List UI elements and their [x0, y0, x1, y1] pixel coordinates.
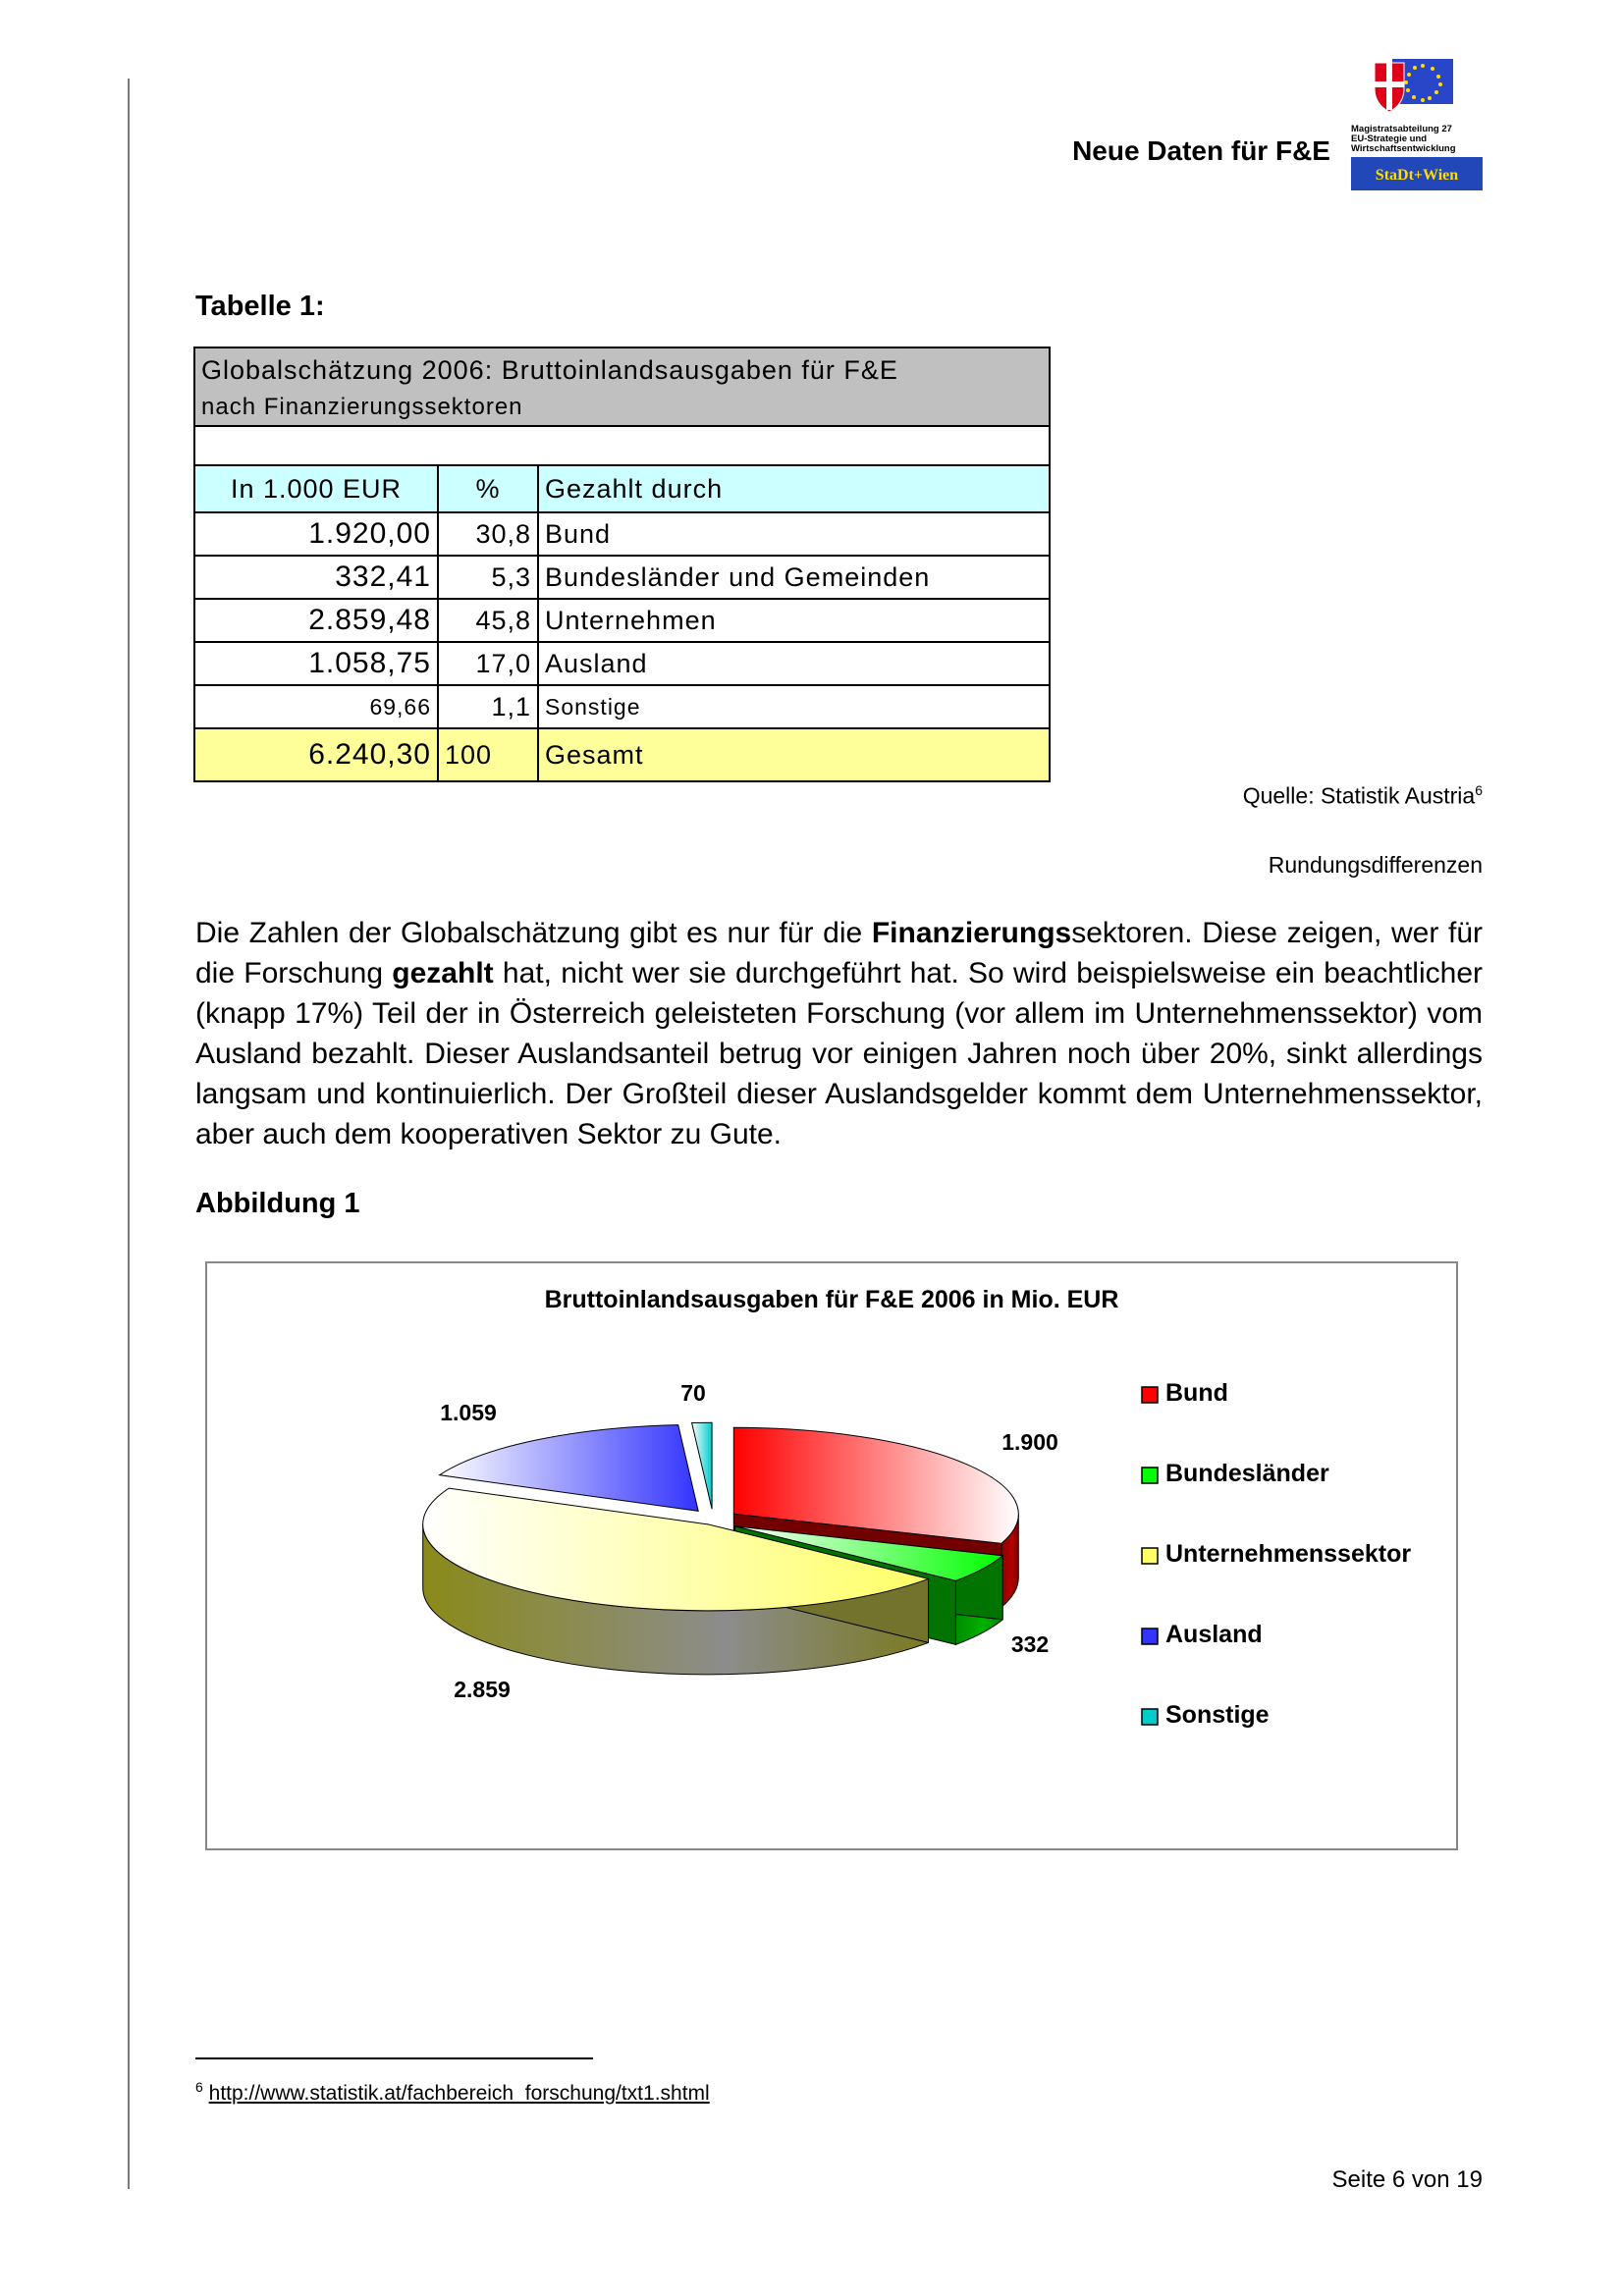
- total-percent: 100: [438, 728, 538, 781]
- chart-title: Bruttoinlandsausgaben für F&E 2006 in Mio. EUR: [544, 1286, 1119, 1313]
- figure-label: Abbildung 1: [195, 1188, 360, 1219]
- cell-percent: 45,8: [438, 599, 538, 642]
- city-label: StaDt+Wien: [1375, 167, 1459, 184]
- legend-entry: Bund: [1165, 1379, 1228, 1407]
- table-total-row: [194, 728, 1050, 781]
- cell-percent: 17,0: [438, 642, 538, 685]
- pie-data-label: 70: [680, 1380, 706, 1406]
- cell-value: 2.859,48: [194, 599, 438, 642]
- total-sector: Gesamt: [538, 728, 1050, 781]
- source-footnote-ref: 6: [1475, 782, 1483, 798]
- cell-value: 1.920,00: [194, 512, 438, 556]
- cell-sector: Unternehmen: [538, 599, 1050, 642]
- table-title: Globalschätzung 2006: Bruttoinlandsausgaben für F&E: [194, 347, 1050, 390]
- pie-data-label: 1.900: [1001, 1429, 1058, 1455]
- legend-entry: Unternehmenssektor: [1165, 1540, 1412, 1568]
- pie-data-label: 332: [1010, 1631, 1050, 1657]
- legend-swatch: [1142, 1629, 1158, 1644]
- table-row: [194, 556, 1050, 599]
- table-row: [194, 685, 1050, 728]
- table-label: Tabelle 1:: [195, 291, 325, 322]
- logo-dept-line-1: Magistratsabteilung 27: [1351, 124, 1452, 134]
- cell-percent: 1,1: [438, 685, 538, 728]
- page-number: Seite 6 von 19: [1331, 2166, 1483, 2193]
- legend-swatch: [1142, 1548, 1158, 1564]
- source-text: Quelle: Statistik Austria: [1242, 782, 1476, 809]
- legend-swatch: [1142, 1387, 1158, 1403]
- legend-entry: Sonstige: [1165, 1701, 1270, 1729]
- column-header-value: In 1.000 EUR: [194, 465, 438, 512]
- table-row: [194, 642, 1050, 685]
- source-note: [1243, 782, 1483, 810]
- table-row: [194, 599, 1050, 642]
- footnote-number: 6: [195, 2079, 203, 2095]
- paragraph-text: hat, nicht wer sie durchgeführt hat. So wird beispielsweise ein beachtlicher (knapp 17%) Teil der in Österreich geleisteten Forschung (vor allem im Unternehmenssektor) vom Ausland bezahlt. Dieser Auslandsanteil betrug vor einigen Jahren noch über 20%, sinkt allerdings langsam und kontinuierlich. Der Großteil dieser Auslandsgelder kommt dem Unternehmenssektor, aber auch dem kooperativen Sektor zu Gute.: [195, 957, 1483, 1150]
- cell-value: 69,66: [194, 685, 438, 728]
- column-header-percent: %: [438, 465, 538, 512]
- table-header-row: [194, 465, 1050, 512]
- legend-swatch: [1142, 1468, 1158, 1483]
- header-title: Neue Daten für F&E: [1072, 135, 1330, 166]
- table-subtitle-row: [194, 390, 1050, 426]
- legend-swatch: [1142, 1709, 1158, 1725]
- table-blank-row: [194, 426, 1050, 465]
- body-paragraph: [195, 913, 1483, 1154]
- logo-dept-line-2: EU-Strategie und: [1351, 133, 1428, 144]
- pie-chart-box: [205, 1261, 1458, 1850]
- footnote: [195, 2079, 710, 2106]
- pie-data-label: 2.859: [454, 1677, 511, 1702]
- rounding-note: Rundungsdifferenzen: [1268, 852, 1483, 878]
- table-row: [194, 512, 1050, 556]
- table-title-row: [194, 347, 1050, 390]
- pie-data-label: 1.059: [440, 1400, 497, 1425]
- paragraph-bold: gezahlt: [392, 957, 494, 989]
- left-margin-line: [128, 79, 130, 2189]
- cell-sector: Bund: [538, 512, 1050, 556]
- footnote-rule: [195, 2057, 593, 2059]
- table-subtitle: nach Finanzierungssektoren: [194, 390, 1050, 426]
- paragraph-bold: Finanzierungs: [871, 917, 1072, 949]
- paragraph-text: sektoren. Diese zeigen, wer für die Forschung: [195, 917, 1483, 989]
- footnote-link[interactable]: http://www.statistik.at/fachbereich_forschung/txt1.shtml: [208, 2082, 710, 2105]
- paragraph-text: Die Zahlen der Globalschätzung gibt es nur für die: [195, 917, 872, 949]
- cell-sector: Sonstige: [538, 685, 1050, 728]
- vienna-eu-logo: [1345, 55, 1483, 197]
- legend-entry: Ausland: [1165, 1621, 1263, 1648]
- column-header-sector: Gezahlt durch: [538, 465, 1050, 512]
- legend-entry: Bundesländer: [1165, 1460, 1329, 1487]
- table-1: [193, 347, 1051, 782]
- cell-percent: 5,3: [438, 556, 538, 599]
- pie-chart: [207, 1263, 1456, 1848]
- total-value: 6.240,30: [194, 728, 438, 781]
- cell-value: 332,41: [194, 556, 438, 599]
- logo-dept-line-3: Wirtschaftsentwicklung: [1351, 143, 1456, 154]
- cell-sector: Ausland: [538, 642, 1050, 685]
- cell-value: 1.058,75: [194, 642, 438, 685]
- cell-percent: 30,8: [438, 512, 538, 556]
- cell-sector: Bundesländer und Gemeinden: [538, 556, 1050, 599]
